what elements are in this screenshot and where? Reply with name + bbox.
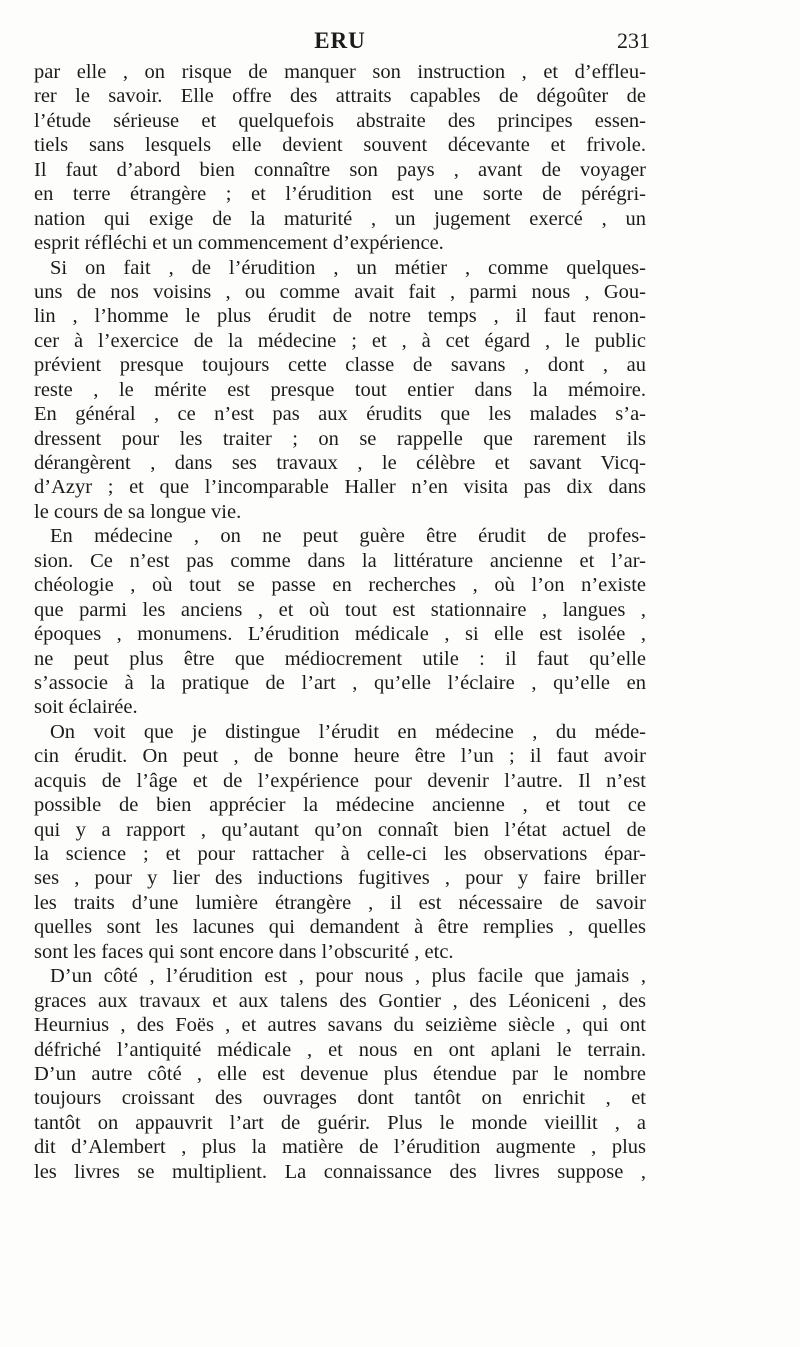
- text-line: D’un autre côté , elle est devenue plus étendue par le nombre: [34, 1062, 646, 1085]
- text-line: reste , le mérite est presque tout entier dans la mémoire.: [34, 378, 646, 401]
- text-line: On voit que je distingue l’érudit en médecine , du méde-: [50, 720, 646, 743]
- text-line: défriché l’antiquité médicale , et nous en ont aplani le terrain.: [34, 1038, 646, 1061]
- running-head: ERU: [314, 28, 366, 53]
- text-line: chéologie , où tout se passe en recherches , où l’on n’existe: [34, 574, 646, 597]
- text-line: dressent pour les traiter ; on se rappelle que rarement ils: [34, 427, 646, 450]
- text-line: nation qui exige de la maturité , un jugement exercé , un: [34, 207, 646, 230]
- text-line: soit éclairée.: [34, 696, 138, 719]
- text-line: dit d’Alembert , plus la matière de l’érudition augmente , plus: [34, 1136, 646, 1159]
- text-line: ses , pour y lier des inductions fugitives , pour y faire briller: [34, 867, 646, 890]
- text-line: les livres se multiplient. La connaissance des livres suppose ,: [34, 1160, 646, 1183]
- text-line: Si on fait , de l’érudition , un métier , comme quelques-: [50, 256, 646, 279]
- text-line: dérangèrent , dans ses travaux , le célèbre et savant Vicq-: [34, 452, 646, 474]
- text-line: s’associe à la pratique de l’art , qu’elle l’éclaire , qu’elle en: [34, 671, 646, 694]
- text-line: qui y a rapport , qu’autant qu’on connaît bien l’état actuel de: [34, 818, 646, 841]
- text-line: tantôt on appauvrit l’art de guérir. Plus le monde vieillit , a: [34, 1111, 646, 1134]
- text-line: Heurnius , des Foës , et autres savans du seizième siècle , qui ont: [34, 1014, 646, 1037]
- text-line: cin érudit. On peut , de bonne heure être l’un ; il faut avoir: [34, 745, 646, 768]
- text-line: En général , ce n’est pas aux érudits que les malades s’a-: [34, 403, 646, 426]
- page-number: 231: [617, 28, 650, 53]
- text-line: les traits d’une lumière étrangère , il est nécessaire de savoir: [34, 891, 646, 914]
- body-text: [34, 60, 646, 1184]
- text-line: sion. Ce n’est pas comme dans la littérature ancienne et l’ar-: [34, 549, 646, 572]
- text-line: époques , monumens. L’érudition médicale , si elle est isolée ,: [34, 623, 646, 646]
- text-line: toujours croissant des ouvrages dont tantôt on enrichit , et: [34, 1087, 646, 1110]
- text-line: que parmi les anciens , et où tout est stationnaire , langues ,: [34, 598, 646, 621]
- text-line: En médecine , on ne peut guère être érudit de profes-: [50, 525, 646, 548]
- text-line: uns de nos voisins , ou comme avait fait , parmi nous , Gou-: [34, 280, 646, 303]
- text-line: esprit réfléchi et un commencement d’expérience.: [34, 232, 444, 255]
- text-line: prévient presque toujours cette classe de savans , dont , au: [34, 354, 646, 377]
- text-line: l’étude sérieuse et quelquefois abstraite des principes essen-: [34, 109, 646, 132]
- text-line: rer le savoir. Elle offre des attraits capables de dégoûter de: [34, 85, 646, 108]
- text-line: d’Azyr ; et que l’incomparable Haller n’en visita pas dix dans: [34, 476, 646, 499]
- text-line: ne peut plus être que médiocrement utile : il faut qu’elle: [34, 647, 646, 670]
- text-line: le cours de sa longue vie.: [34, 500, 242, 523]
- text-line: quelles sont les lacunes qui demandent à être remplies , quelles: [34, 916, 646, 939]
- page-header: [34, 28, 650, 56]
- text-line: sont les faces qui sont encore dans l’obscurité , etc.: [34, 940, 454, 963]
- text-line: Il faut d’abord bien connaître son pays , avant de voyager: [34, 158, 646, 181]
- text-line: acquis de l’âge et de l’expérience pour devenir l’autre. Il n’est: [34, 769, 646, 792]
- text-line: lin , l’homme le plus érudit de notre temps , il faut renon-: [34, 305, 646, 328]
- text-line: la science ; et pour rattacher à celle-ci les observations épar-: [34, 843, 646, 865]
- text-line: possible de bien apprécier la médecine ancienne , et tout ce: [34, 794, 646, 817]
- text-line: D’un côté , l’érudition est , pour nous , plus facile que jamais ,: [50, 965, 646, 988]
- text-line: en terre étrangère ; et l’érudition est une sorte de pérégri-: [34, 183, 646, 206]
- text-line: par elle , on risque de manquer son instruction , et d’effleu-: [34, 61, 646, 83]
- text-line: graces aux travaux et aux talens des Gontier , des Léoniceni , des: [34, 989, 646, 1012]
- text-line: tiels sans lesquels elle devient souvent décevante et frivole.: [34, 134, 646, 157]
- text-line: cer à l’exercice de la médecine ; et , à cet égard , le public: [34, 329, 646, 352]
